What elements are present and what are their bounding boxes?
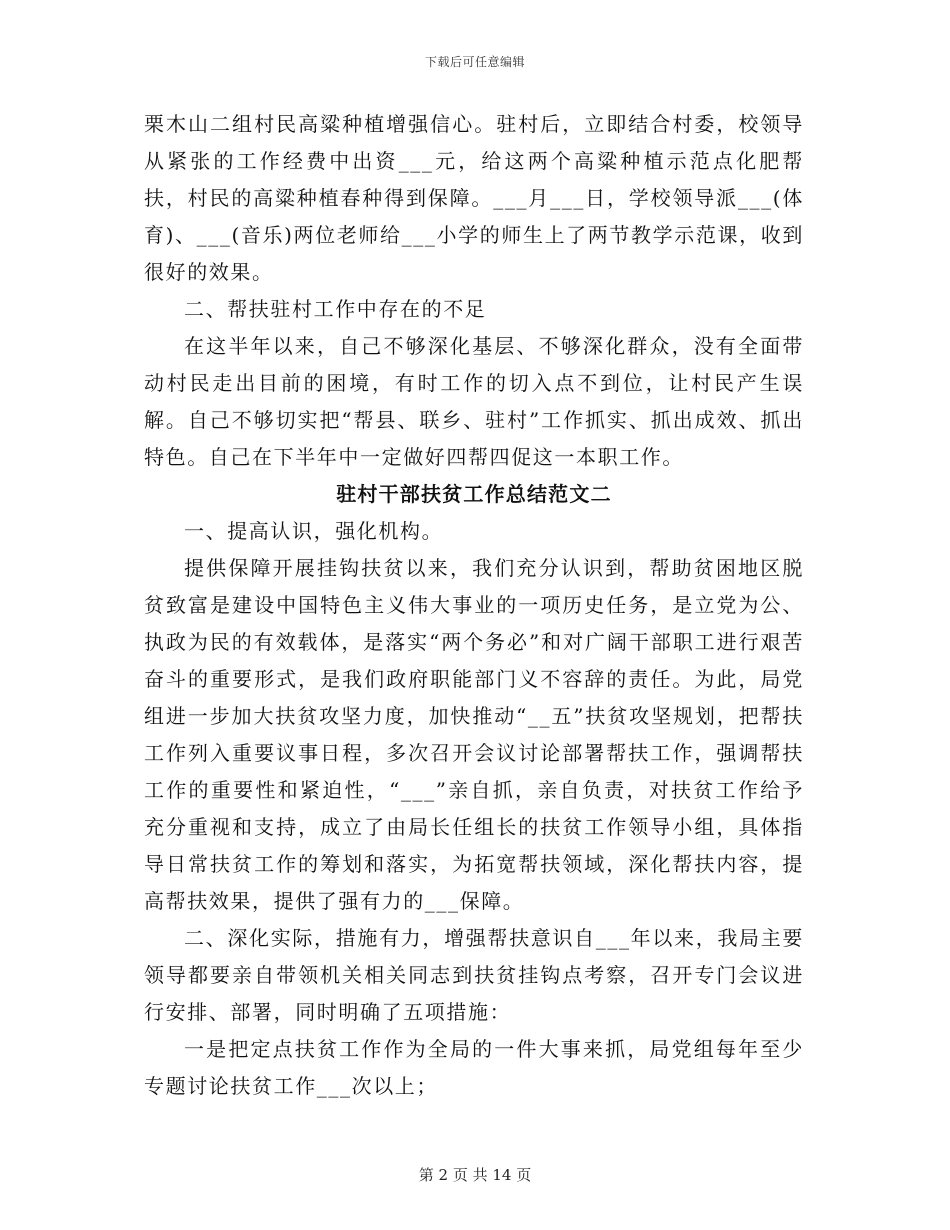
document-body	[144, 106, 804, 1105]
section-heading-awareness: 一、提高认识，强化机构。	[184, 519, 444, 543]
paragraph-measures: 二、深化实际，措施有力，增强帮扶意识自___年以来，我局主要领导都要亲自带领机关相关同志到扶贫挂钩点考察，召开专门会议进行安排、部署，同时明确了五项措施：	[144, 926, 804, 1024]
paragraph-measure-one: 一是把定点扶贫工作作为全局的一件大事来抓，局党组每年至少专题讨论扶贫工作___次以上；	[144, 1037, 804, 1098]
page-header: 下载后可任意编辑	[424, 55, 525, 69]
paragraph-continuation: 栗木山二组村民高粱种植增强信心。驻村后，立即结合村委，校领导从紧张的工作经费中出资___元，给这两个高粱种植示范点化肥帮扶，村民的高粱种植春种得到保障。___月___日，学校领导派___(体育)、___(音乐)两位老师给___小学的师生上了两节教学示范课，收到很好的效果。	[144, 112, 804, 284]
page-footer: 第 2 页 共 14 页	[418, 1166, 532, 1184]
paragraph-awareness: 提供保障开展挂钩扶贫以来，我们充分认识到，帮助贫困地区脱贫致富是建设中国特色主义伟大事业的一项历史任务，是立党为公、执政为民的有效载体，是落实“两个务必”和对广阔干部职工进行艰苦奋斗的重要形式，是我们政府职能部门义不容辞的责任。为此，局党组进一步加大扶贫攻坚力度，加快推动“__五”扶贫攻坚规划，把帮扶工作列入重要议事日程，多次召开会议讨论部署帮扶工作，强调帮扶工作的重要性和紧迫性，“___”亲自抓，亲自负责，对扶贫工作给予充分重视和支持，成立了由局长任组长的扶贫工作领导小组，具体指导日常扶贫工作的筹划和落实，为拓宽帮扶领域，深化帮扶内容，提高帮扶效果，提供了强有力的___保障。	[144, 556, 804, 913]
paragraph-shortcomings: 在这半年以来，自己不够深化基层、不够深化群众，没有全面带动村民走出目前的困境，有时工作的切入点不到位，让村民产生误解。自己不够切实把“帮县、联乡、驻村”工作抓实、抓出成效、抓出特色。自己在下半年中一定做好四帮四促这一本职工作。	[144, 334, 804, 469]
section-heading-shortcomings: 二、帮扶驻村工作中存在的不足	[184, 297, 487, 321]
article-title: 驻村干部扶贫工作总结范文二	[336, 482, 612, 506]
